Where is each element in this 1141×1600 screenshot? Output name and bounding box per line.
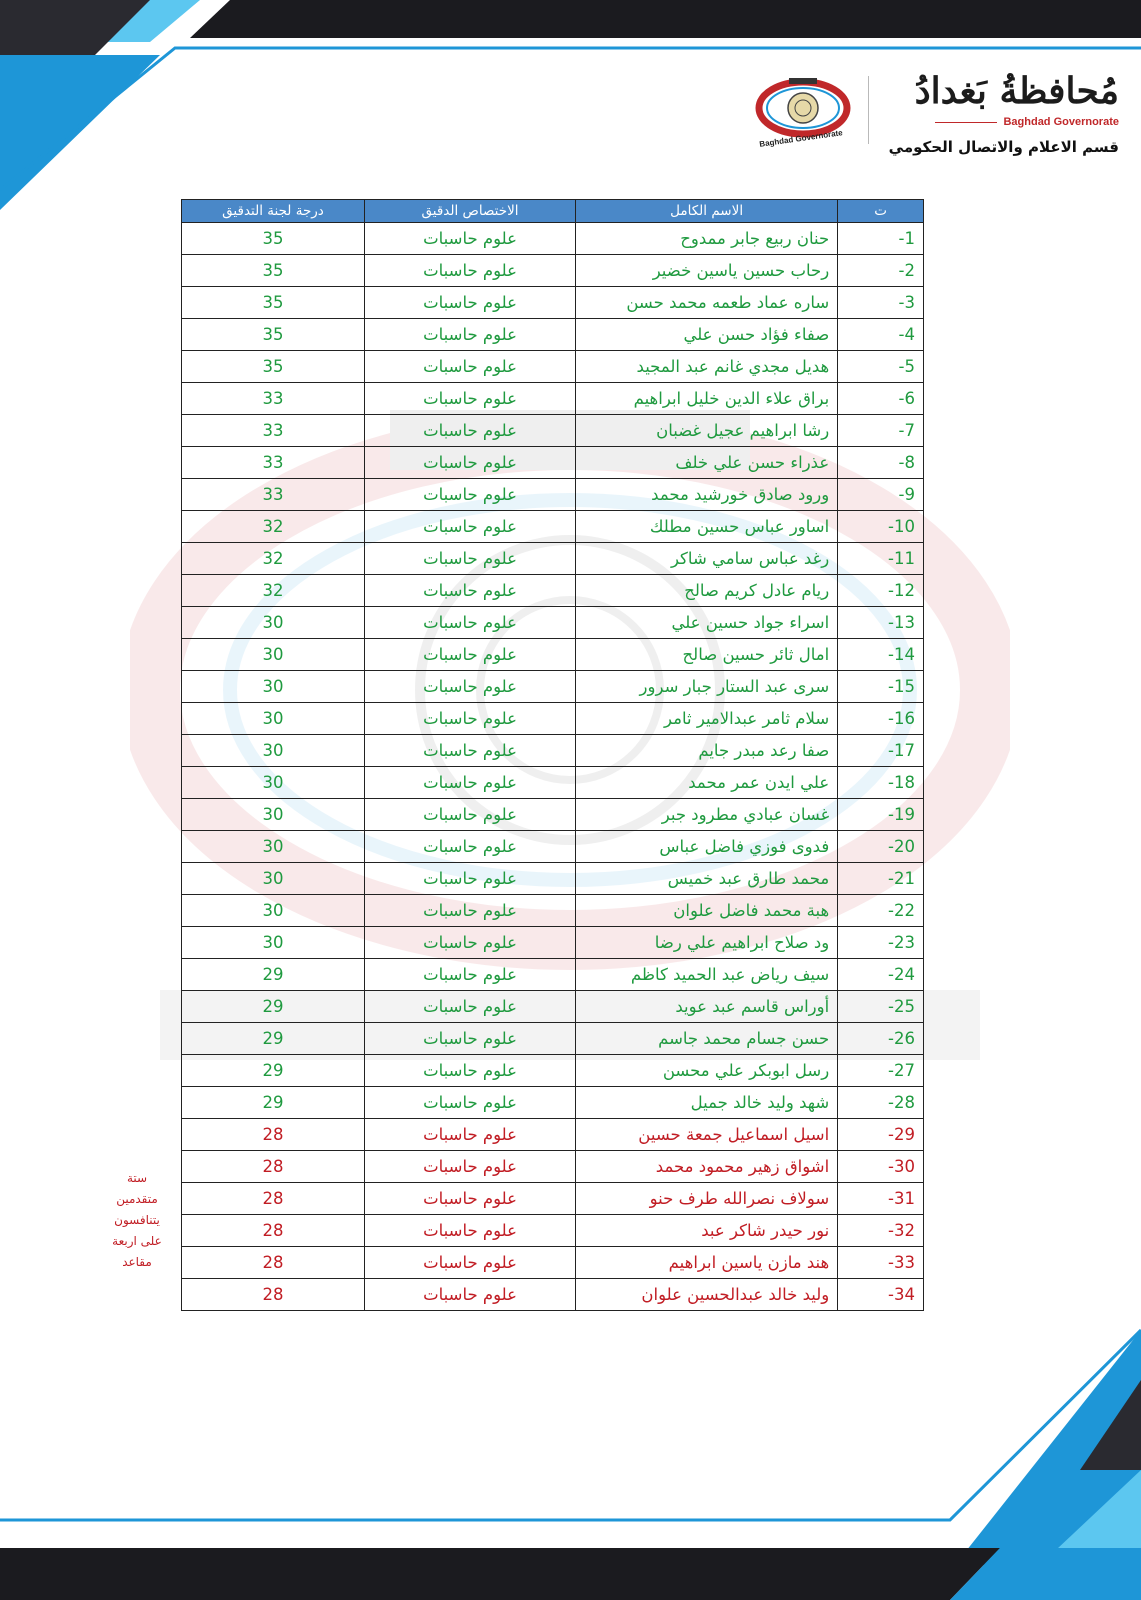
row-number: 10-: [838, 511, 924, 543]
audit-score: 29: [182, 1087, 365, 1119]
applicant-name: وليد خالد عبدالحسين علوان: [576, 1279, 838, 1311]
applicant-name: رغد عباس سامي شاكر: [576, 543, 838, 575]
column-header-name: الاسم الكامل: [576, 200, 838, 223]
table-header-row: [182, 200, 924, 223]
row-number: 11-: [838, 543, 924, 575]
applicant-name: اشواق زهير محمود محمد: [576, 1151, 838, 1183]
audit-score: 33: [182, 415, 365, 447]
specialization: علوم حاسبات: [365, 639, 576, 671]
applicant-name: أوراس قاسم عبد عويد: [576, 991, 838, 1023]
table-row: [182, 415, 924, 447]
column-header-score: درجة لجنة التدقيق: [182, 200, 365, 223]
table-row: [182, 895, 924, 927]
applicant-name: هديل مجدي غانم عبد المجيد: [576, 351, 838, 383]
table-row: [182, 767, 924, 799]
audit-score: 35: [182, 319, 365, 351]
audit-score: 30: [182, 735, 365, 767]
applicant-name: سولاف نصرالله طرف حنو: [576, 1183, 838, 1215]
audit-score: 28: [182, 1247, 365, 1279]
table-row: [182, 1087, 924, 1119]
row-number: 13-: [838, 607, 924, 639]
table-row: [182, 799, 924, 831]
row-number: 14-: [838, 639, 924, 671]
specialization: علوم حاسبات: [365, 479, 576, 511]
specialization: علوم حاسبات: [365, 1183, 576, 1215]
specialization: علوم حاسبات: [365, 607, 576, 639]
audit-score: 30: [182, 895, 365, 927]
applicant-name: حسن جسام محمد جاسم: [576, 1023, 838, 1055]
applicant-name: براق علاء الدين خليل ابراهيم: [576, 383, 838, 415]
specialization: علوم حاسبات: [365, 735, 576, 767]
header-divider: [868, 76, 869, 144]
specialization: علوم حاسبات: [365, 831, 576, 863]
row-number: 16-: [838, 703, 924, 735]
row-number: 31-: [838, 1183, 924, 1215]
applicant-name: شهد وليد خالد جميل: [576, 1087, 838, 1119]
table-row: [182, 703, 924, 735]
audit-score: 30: [182, 863, 365, 895]
table-row: [182, 1023, 924, 1055]
table-row: [182, 543, 924, 575]
specialization: علوم حاسبات: [365, 927, 576, 959]
table-row: [182, 479, 924, 511]
applicant-name: سيف رياض عبد الحميد كاظم: [576, 959, 838, 991]
results-table: [181, 199, 924, 1311]
applicant-name: هند مازن ياسين ابراهيم: [576, 1247, 838, 1279]
row-number: 17-: [838, 735, 924, 767]
table-row: [182, 351, 924, 383]
subtitle-rule: [935, 122, 997, 123]
audit-score: 35: [182, 255, 365, 287]
table-row: [182, 1247, 924, 1279]
specialization: علوم حاسبات: [365, 511, 576, 543]
specialization: علوم حاسبات: [365, 1151, 576, 1183]
audit-score: 28: [182, 1151, 365, 1183]
specialization: علوم حاسبات: [365, 767, 576, 799]
specialization: علوم حاسبات: [365, 991, 576, 1023]
table-row: [182, 831, 924, 863]
audit-score: 33: [182, 383, 365, 415]
row-number: 8-: [838, 447, 924, 479]
table-row: [182, 671, 924, 703]
specialization: علوم حاسبات: [365, 1087, 576, 1119]
applicant-name: ريام عادل كريم صالح: [576, 575, 838, 607]
row-number: 25-: [838, 991, 924, 1023]
audit-score: 33: [182, 447, 365, 479]
applicant-name: محمد طارق عبد خميس: [576, 863, 838, 895]
audit-score: 28: [182, 1215, 365, 1247]
applicant-name: ورود صادق خورشيد محمد: [576, 479, 838, 511]
row-number: 2-: [838, 255, 924, 287]
row-number: 9-: [838, 479, 924, 511]
applicant-name: ود صلاح ابراهيم علي رضا: [576, 927, 838, 959]
tie-note-line: متقدمين: [116, 1192, 158, 1206]
applicant-name: اسراء جواد حسين علي: [576, 607, 838, 639]
row-number: 15-: [838, 671, 924, 703]
row-number: 1-: [838, 223, 924, 255]
row-number: 21-: [838, 863, 924, 895]
table-row: [182, 863, 924, 895]
brand-subtitle-row: [879, 116, 1119, 128]
table-row: [182, 927, 924, 959]
table-row: [182, 1279, 924, 1311]
specialization: علوم حاسبات: [365, 575, 576, 607]
audit-score: 29: [182, 1055, 365, 1087]
audit-score: 28: [182, 1183, 365, 1215]
row-number: 6-: [838, 383, 924, 415]
audit-score: 30: [182, 639, 365, 671]
table-row: [182, 447, 924, 479]
row-number: 23-: [838, 927, 924, 959]
specialization: علوم حاسبات: [365, 543, 576, 575]
row-number: 12-: [838, 575, 924, 607]
applicant-name: غسان عبادي مطرود جبر: [576, 799, 838, 831]
column-header-specialization: الاختصاص الدقيق: [365, 200, 576, 223]
specialization: علوم حاسبات: [365, 287, 576, 319]
specialization: علوم حاسبات: [365, 1023, 576, 1055]
audit-score: 32: [182, 511, 365, 543]
audit-score: 30: [182, 767, 365, 799]
row-number: 5-: [838, 351, 924, 383]
table-row: [182, 1119, 924, 1151]
applicant-name: اساور عباس حسين مطلك: [576, 511, 838, 543]
specialization: علوم حاسبات: [365, 895, 576, 927]
specialization: علوم حاسبات: [365, 319, 576, 351]
applicant-name: سرى عبد الستار جبار سرور: [576, 671, 838, 703]
row-number: 19-: [838, 799, 924, 831]
specialization: علوم حاسبات: [365, 959, 576, 991]
audit-score: 33: [182, 479, 365, 511]
audit-score: 28: [182, 1279, 365, 1311]
brand-block: [879, 68, 1119, 156]
audit-score: 35: [182, 287, 365, 319]
table-row: [182, 1215, 924, 1247]
specialization: علوم حاسبات: [365, 223, 576, 255]
table-row: [182, 511, 924, 543]
row-number: 28-: [838, 1087, 924, 1119]
row-number: 22-: [838, 895, 924, 927]
audit-score: 30: [182, 799, 365, 831]
brand-title: مُحافظةُ بَغدادُ: [914, 70, 1119, 112]
audit-score: 35: [182, 351, 365, 383]
table-row: [182, 575, 924, 607]
table-row: [182, 959, 924, 991]
table-row: [182, 1183, 924, 1215]
row-number: 18-: [838, 767, 924, 799]
applicant-name: رشا ابراهيم عجيل غضبان: [576, 415, 838, 447]
specialization: علوم حاسبات: [365, 255, 576, 287]
column-header-number: ت: [838, 200, 924, 223]
specialization: علوم حاسبات: [365, 1279, 576, 1311]
audit-score: 32: [182, 543, 365, 575]
specialization: علوم حاسبات: [365, 863, 576, 895]
specialization: علوم حاسبات: [365, 1247, 576, 1279]
table-row: [182, 1055, 924, 1087]
row-number: 33-: [838, 1247, 924, 1279]
table-row: [182, 319, 924, 351]
audit-score: 35: [182, 223, 365, 255]
row-number: 30-: [838, 1151, 924, 1183]
row-number: 32-: [838, 1215, 924, 1247]
row-number: 20-: [838, 831, 924, 863]
applicant-name: رحاب حسين ياسين خضير: [576, 255, 838, 287]
applicant-name: هبة محمد فاضل علوان: [576, 895, 838, 927]
audit-score: 28: [182, 1119, 365, 1151]
audit-score: 30: [182, 671, 365, 703]
table-row: [182, 735, 924, 767]
row-number: 4-: [838, 319, 924, 351]
row-number: 29-: [838, 1119, 924, 1151]
applicant-name: علي ايدن عمر محمد: [576, 767, 838, 799]
applicant-name: صفاء فؤاد حسن علي: [576, 319, 838, 351]
row-number: 7-: [838, 415, 924, 447]
applicant-name: امال ثائر حسين صالح: [576, 639, 838, 671]
table-body: [182, 223, 924, 1311]
table-row: [182, 287, 924, 319]
seal-caption: Baghdad Governorate: [758, 128, 844, 149]
table-row: [182, 639, 924, 671]
audit-score: 29: [182, 1023, 365, 1055]
specialization: علوم حاسبات: [365, 383, 576, 415]
audit-score: 29: [182, 959, 365, 991]
specialization: علوم حاسبات: [365, 1215, 576, 1247]
tie-note-line: يتنافسون: [114, 1213, 160, 1227]
table-row: [182, 255, 924, 287]
applicant-name: رسل ابوبكر علي محسن: [576, 1055, 838, 1087]
table-row: [182, 383, 924, 415]
tie-note-line: مقاعد: [122, 1255, 152, 1269]
applicant-name: حنان ربيع جابر ممدوح: [576, 223, 838, 255]
tie-note: [108, 1168, 166, 1273]
table-row: [182, 607, 924, 639]
row-number: 24-: [838, 959, 924, 991]
specialization: علوم حاسبات: [365, 447, 576, 479]
specialization: علوم حاسبات: [365, 671, 576, 703]
table-row: [182, 1151, 924, 1183]
audit-score: 29: [182, 991, 365, 1023]
audit-score: 30: [182, 703, 365, 735]
department-name: قسم الاعلام والاتصال الحكومي: [888, 138, 1119, 156]
row-number: 3-: [838, 287, 924, 319]
audit-score: 32: [182, 575, 365, 607]
row-number: 27-: [838, 1055, 924, 1087]
specialization: علوم حاسبات: [365, 703, 576, 735]
specialization: علوم حاسبات: [365, 415, 576, 447]
audit-score: 30: [182, 831, 365, 863]
applicant-name: عذراء حسن علي خلف: [576, 447, 838, 479]
applicant-name: صفا رعد مبدر جايم: [576, 735, 838, 767]
applicant-name: اسيل اسماعيل جمعة حسين: [576, 1119, 838, 1151]
tie-note-line: على اربعة: [112, 1234, 162, 1248]
audit-score: 30: [182, 927, 365, 959]
specialization: علوم حاسبات: [365, 1119, 576, 1151]
applicant-name: ساره عماد طعمه محمد حسن: [576, 287, 838, 319]
table-row: [182, 223, 924, 255]
specialization: علوم حاسبات: [365, 351, 576, 383]
specialization: علوم حاسبات: [365, 1055, 576, 1087]
specialization: علوم حاسبات: [365, 799, 576, 831]
applicant-name: سلام ثامر عبدالامير ثامر: [576, 703, 838, 735]
brand-subtitle: Baghdad Governorate: [1003, 116, 1119, 128]
applicant-name: فدوى فوزي فاضل عباس: [576, 831, 838, 863]
row-number: 26-: [838, 1023, 924, 1055]
tie-note-line: ستة: [126, 1171, 148, 1185]
table-row: [182, 991, 924, 1023]
row-number: 34-: [838, 1279, 924, 1311]
audit-score: 30: [182, 607, 365, 639]
applicant-name: نور حيدر شاكر عبد: [576, 1215, 838, 1247]
